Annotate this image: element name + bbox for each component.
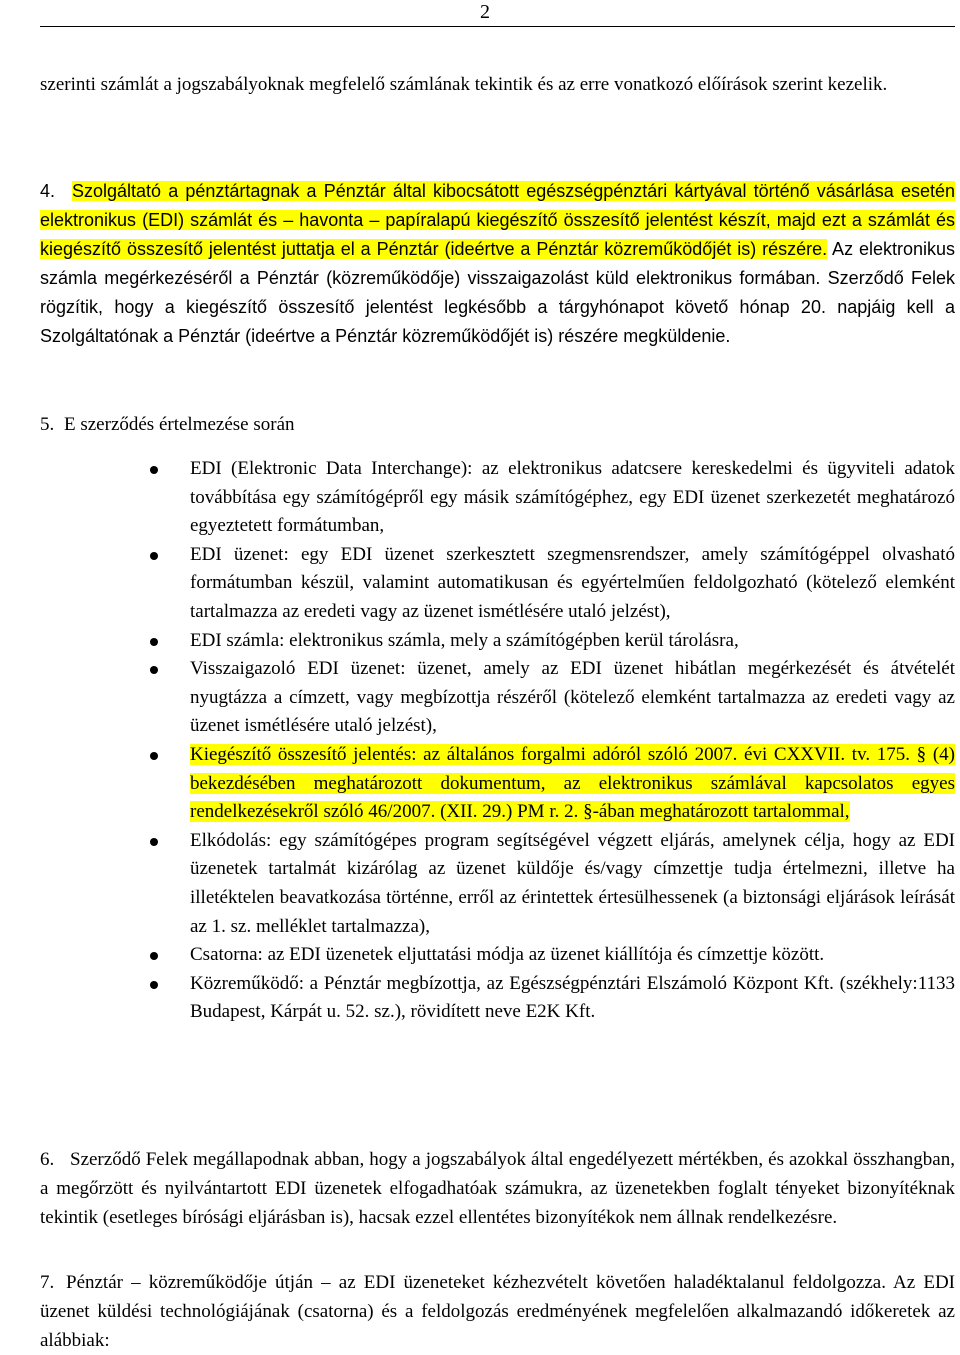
bullet-icon [150,666,158,674]
definition-text: Közreműködő: a Pénztár megbízottja, az Egészségpénztári Elszámoló Központ Kft. (székhely:1133 Budapest, Kárpát u. 52. sz.), rövidített neve E2K Kft. [190,972,955,1023]
definition-text: Csatorna: az EDI üzenetek eljuttatási módja az üzenet kiállítója és címzettje között. [190,944,825,966]
definition-item [0,541,955,627]
intro-paragraph: szerinti számlát a jogszabályoknak megfelelő számlának tekintik és az erre vonatkozó előírások szerint kezelik. [40,74,888,95]
item-6 [40,1145,955,1232]
item-5 [40,410,955,439]
item-5-number: 5. [40,414,55,435]
definition-text: Elkódolás: egy számítógépes program segítségével végzett eljárás, amelynek célja, hogy az EDI üzenetek tartalmát kizárólag az üzenet küldője és/vagy címzettje tudja értelmezni, illetve ha illetéktelen beavatkozása történne, erről az érintettek értesülhessenek (a biztonsági eljárások leírását az 1. sz. melléklet tartalmazza), [190,829,955,937]
definition-text: EDI számla: elektronikus számla, mely a számítógépben kerül tárolásra, [190,629,739,651]
item-7-number: 7. [40,1272,55,1293]
definition-text-highlighted: Kiegészítő összesítő jelentés: az általános forgalmi adóról szóló 2007. évi CXXVII. tv. 175. § (4) bekezdésében meghatározott dokumentum, az elektronikus számlával kapcsolatos egyes rendelkezésekről szóló 46/2007. (XII. 29.) PM r. 2. §-ában meghatározott tartalommal, [190,743,955,823]
definition-item [0,941,955,970]
bullet-icon [150,752,158,760]
item-7-text: Pénztár – közreműködője útján – az EDI üzeneteket kézhezvételt követően haladéktalanul feldolgozza. Az EDI üzenet küldési technológiájának (csatorna) és a feldolgozás eredményének megfelelően alkalmazandó időkeretek az alábbiak: [40,1272,955,1351]
item-5-text: E szerződés értelmezése során [64,414,295,435]
item-4-highlighted-text: Szolgáltató a pénztártagnak a Pénztár által kibocsátott egészségpénztári kártyával történő vásárlása esetén elektronikus (EDI) számlát és – havonta – papíralapú kiegészítő összesítő jelentést készít, majd ezt a számlát és kiegészítő összesítő jelentést juttatja el a Pénztár (ideértve a Pénztár közreműködőjét is) részére. [40,181,955,259]
bullet-icon [150,638,158,646]
header-rule [40,26,955,27]
definition-item [0,455,955,541]
page-number: 2 [480,1,490,23]
item-4 [40,177,955,351]
definition-item [0,655,955,741]
definitions-list [0,455,955,1027]
item-7 [40,1268,955,1355]
item-6-number: 6. [40,1149,55,1170]
item-6-text: Szerződő Felek megállapodnak abban, hogy a jogszabályok által engedélyezett mértékben, és azokkal összhangban, a megőrzött és nyilvántartott EDI üzenetek elfogadhatóak számukra, az üzenetekben foglalt tényeket bizonyítéknak tekintik (esetleges bírósági eljárásban is), hacsak ezzel ellentétes bizonyítékok nem állnak rendelkezésre. [40,1149,955,1228]
bullet-icon [150,466,158,474]
item-4-number: 4. [40,181,56,201]
bullet-icon [150,552,158,560]
item-4-text: Az elektronikus számla megérkezéséről a Pénztár (közreműködője) visszaigazolást küld elektronikus formában. Szerződő Felek rögzítik, hogy a kiegészítő összesítő jelentést legkésőbb a tárgyhónapot követő hónap 20. napjáig kell a Szolgáltatónak a Pénztár (ideértve a Pénztár közreműködőjét is) részére megküldenie. [40,239,956,346]
definition-text: EDI üzenet: egy EDI üzenet szerkesztett szegmensrendszer, amely számítógéppel olvasható formátumban készül, valamint automatikusan és egyértelműen feldolgozható (kötelező elemként tartalmazza az eredeti vagy az üzenet ismétlésére utaló jelzést), [190,543,955,622]
bullet-icon [150,952,158,960]
definition-item [0,627,955,656]
definition-item [0,970,955,1027]
definition-item [0,741,955,827]
definition-item [0,827,955,941]
definition-text: Visszaigazoló EDI üzenet: üzenet, amely az EDI üzenet hibátlan megérkezését és átvételét nyugtázza a címzett, vagy megbízottja részéről (kötelező elemként tartalmazza az eredeti vagy az üzenet ismétlésére utaló jelzést), [190,658,955,737]
definition-text: EDI (Elektronic Data Interchange): az elektronikus adatcsere kereskedelmi és ügyviteli adatok továbbítása egy számítógépről egy másik számítógéphez, egy EDI üzenet szerkezetét meghatározó egyeztetett formátumban, [190,458,955,537]
bullet-icon [150,981,158,989]
bullet-icon [150,838,158,846]
